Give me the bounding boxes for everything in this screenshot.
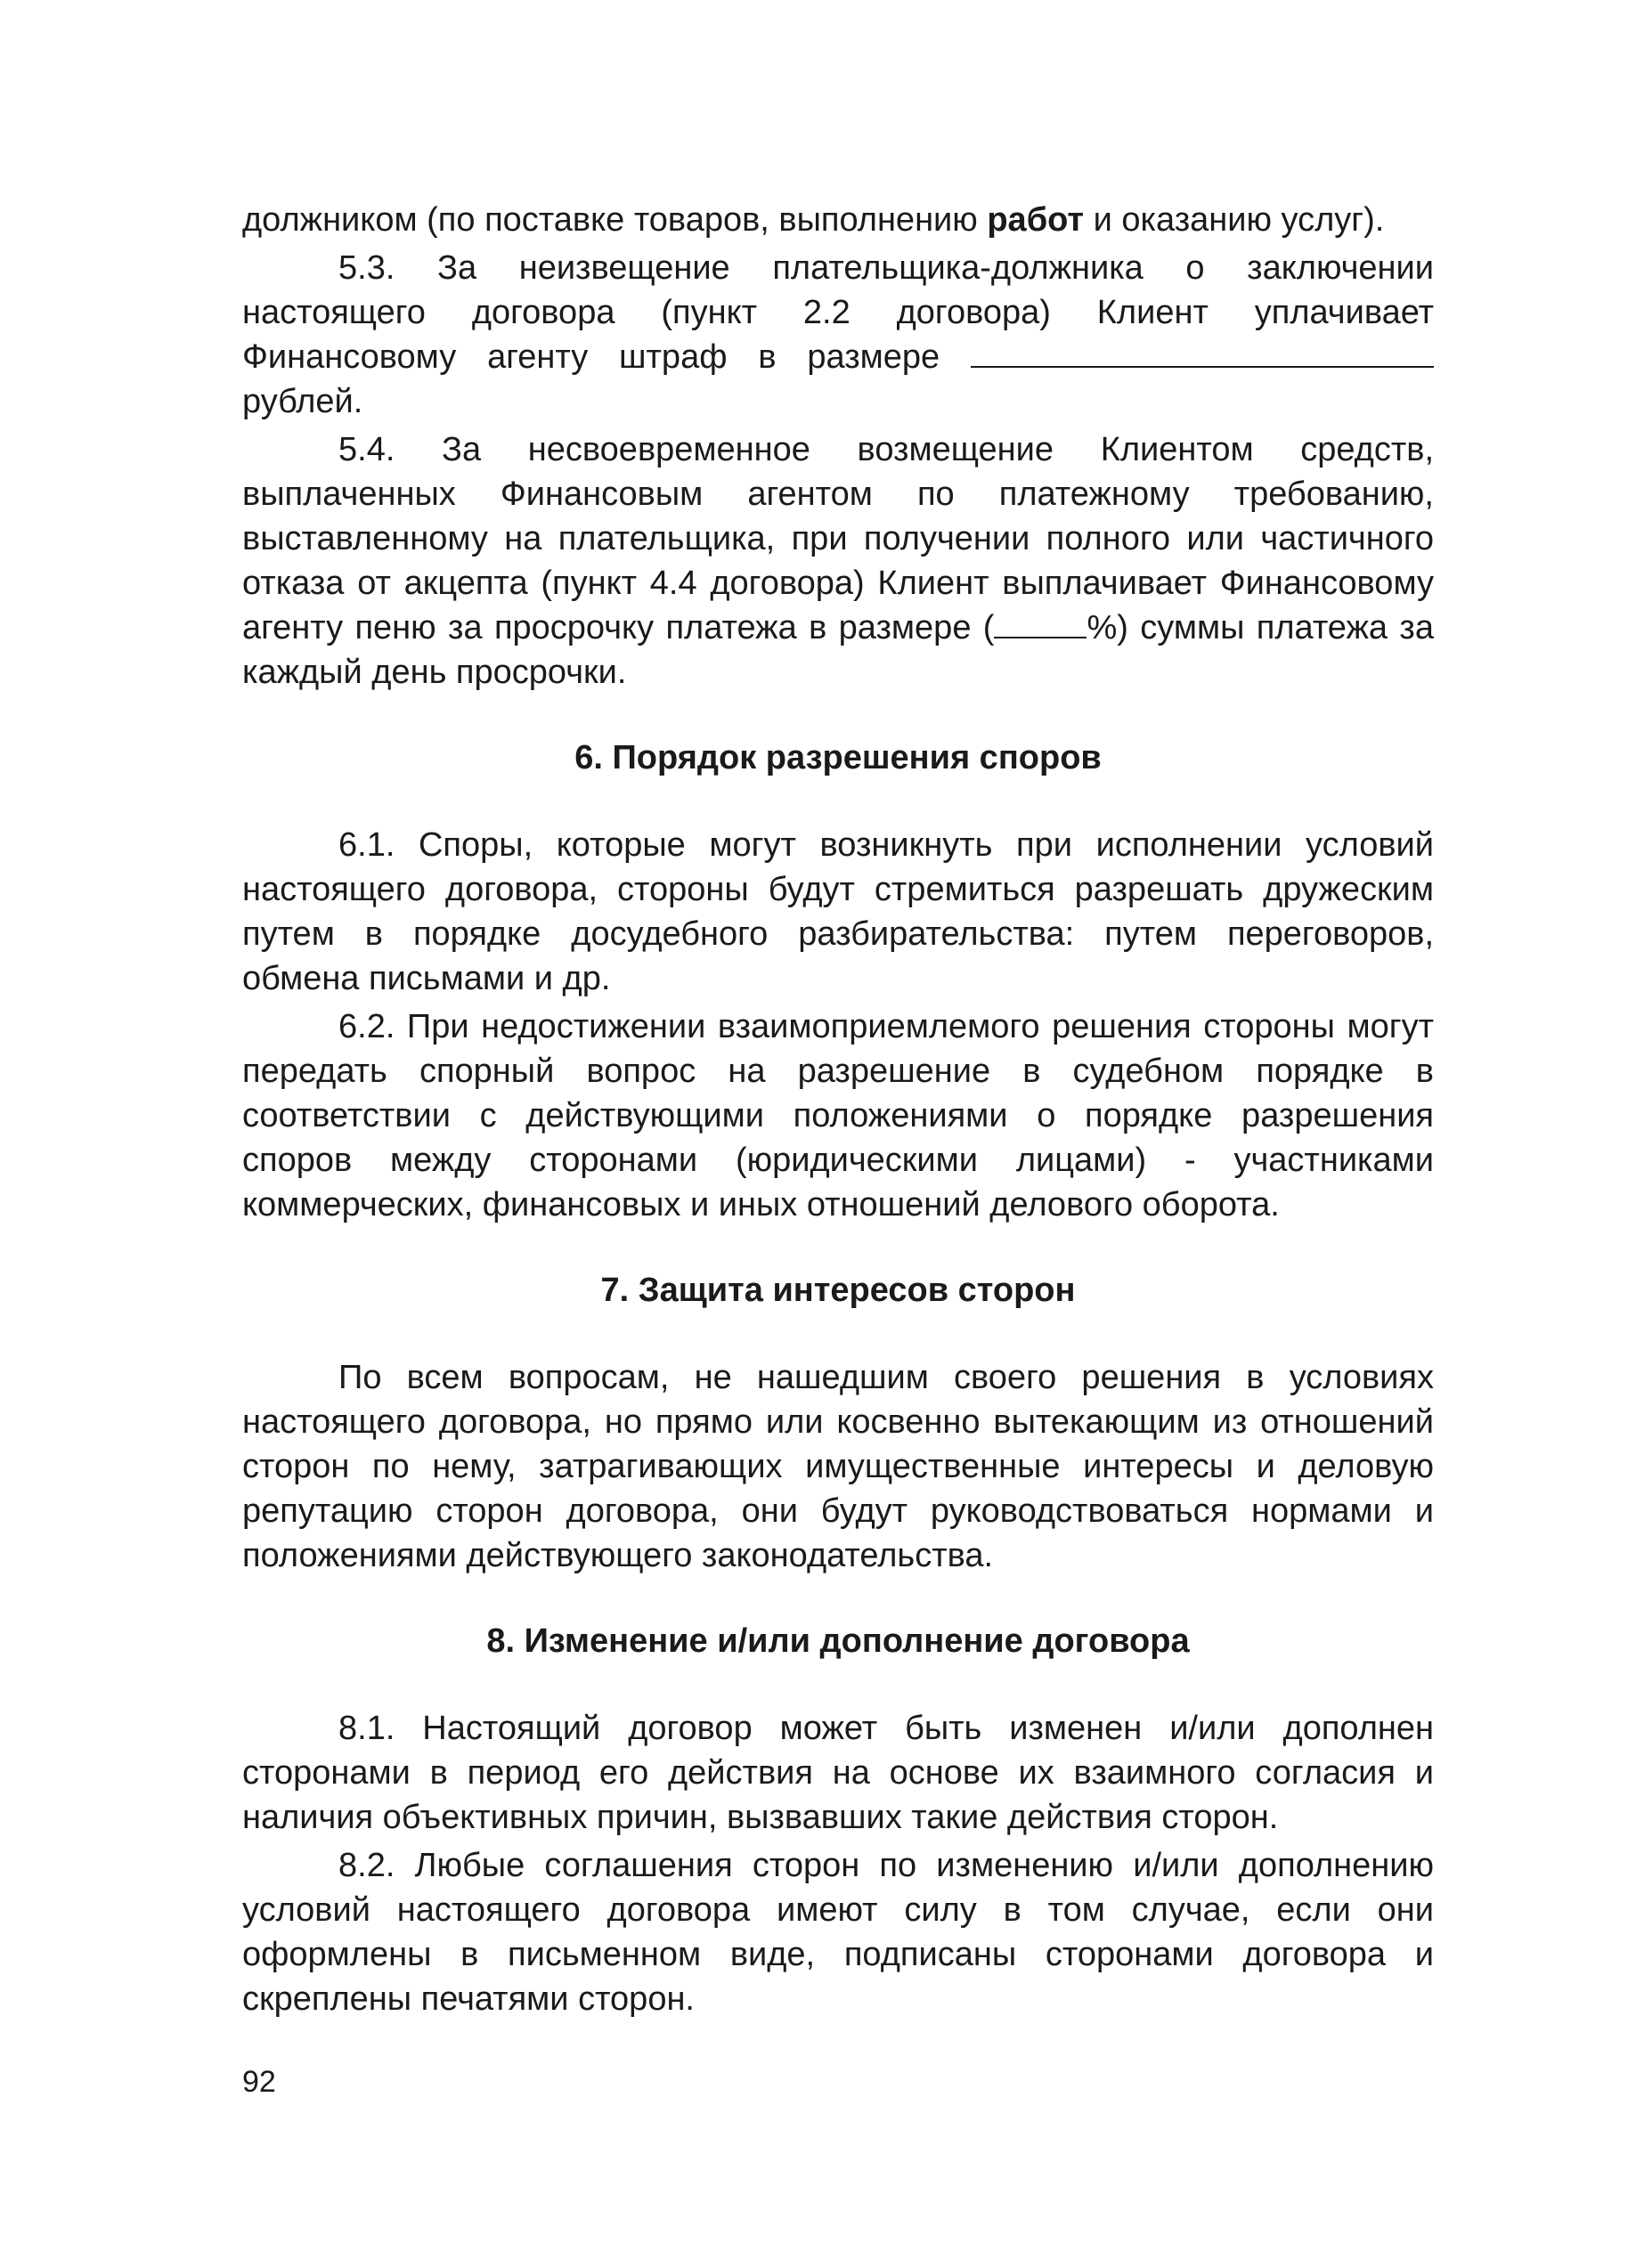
clause-5-4-text-1: 5.4. За несвоевременное возмещение Клиентом средств, выплаченных Финансовым агентом по платежному требованию, выставленному на плательщика, при получении полного или частичного отказа от акцепта (пункт 4.4 договора) Клиент выплачивает Финансовому агенту пеню за просрочку платежа в размере ( — [242, 431, 1434, 646]
page-number: 92 — [242, 2065, 276, 2099]
paragraph-continuation-text-1: должником (по поставке товаров, выполнению — [242, 201, 988, 239]
clause-5-3 — [242, 246, 1434, 424]
penalty-percent-blank — [994, 606, 1087, 638]
document-page — [242, 198, 1434, 2021]
clause-5-4-text-2: %) суммы платежа за каждый день просрочки. — [242, 609, 1434, 691]
paragraph-continuation — [242, 198, 1434, 242]
fine-amount-blank — [971, 336, 1434, 368]
paragraph-continuation-text-2: и оказанию услуг). — [1084, 201, 1385, 239]
clause-5-4 — [242, 427, 1434, 695]
section-7-heading: 7. Защита интересов сторон — [600, 1272, 1076, 1309]
clause-8-2: 8.2. Любые соглашения сторон по изменению и/или дополнению условий настоящего договора имеют силу в том случае, если они оформлены в письменном виде, подписаны сторонами договора и скреплены печатями сторон. — [242, 1847, 1434, 2018]
section-8-heading: 8. Изменение и/или дополнение договора — [486, 1622, 1190, 1660]
clause-5-3-text-2: рублей. — [242, 383, 363, 420]
clause-8-1: 8.1. Настоящий договор может быть изменен и/или дополнен сторонами в период его действия на основе их взаимного согласия и наличия объективных причин, вызвавших такие действия сторон. — [242, 1710, 1434, 1836]
section-7-paragraph: По всем вопросам, не нашедшим своего решения в условиях настоящего договора, но прямо или косвенно вытекающим из отношений сторон по нему, затрагивающих имущественные интересы и деловую репутацию сторон договора, они будут руководствоваться нормами и положениями действующего законодательства. — [242, 1359, 1434, 1574]
clause-6-2: 6.2. При недостижении взаимоприемлемого решения стороны могут передать спорный вопрос на разрешение в судебном порядке в соответствии с действующими положениями о порядке разрешения споров между сторонами (юридическими лицами) - участниками коммерческих, финансовых и иных отношений делового оборота. — [242, 1008, 1434, 1223]
section-6-heading: 6. Порядок разрешения споров — [574, 739, 1102, 776]
clause-5-3-text-1: 5.3. За неизвещение плательщика-должника о заключении настоящего договора (пункт 2.2 договора) Клиент уплачивает Финансовому агенту штраф в размере — [242, 249, 1434, 376]
bold-word: работ — [987, 201, 1085, 239]
clause-6-1: 6.1. Споры, которые могут возникнуть при исполнении условий настоящего договора, стороны будут стремиться разрешать дружеским путем в порядке досудебного разбирательства: путем переговоров, обмена письмами и др. — [242, 826, 1434, 997]
